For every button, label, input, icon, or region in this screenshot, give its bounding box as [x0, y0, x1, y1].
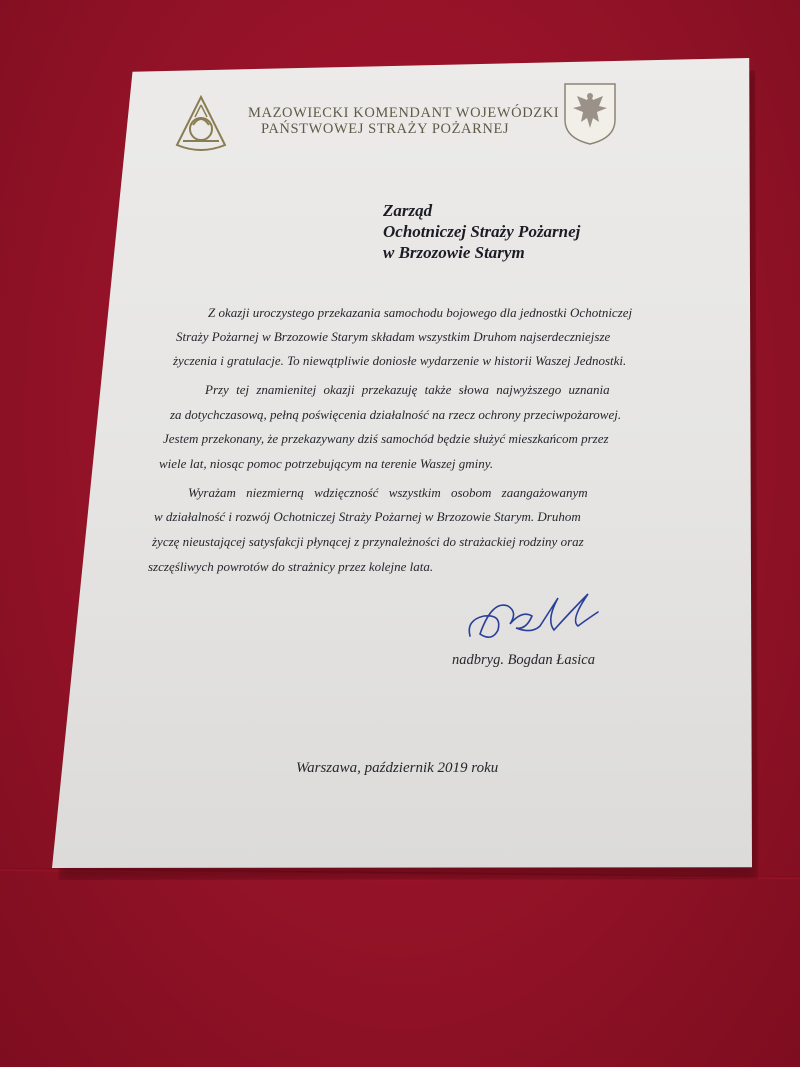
place-and-date: Warszawa, październik 2019 roku — [296, 760, 499, 776]
recipient-line-2: Ochotniczej Straży Pożarnej — [383, 222, 581, 241]
letterhead-line-1: MAZOWIECKI KOMENDANT WOJEWÓDZKI — [248, 105, 560, 121]
letterhead-line-2: PAŃSTWOWEJ STRAŻY POŻARNEJ — [261, 121, 510, 137]
body-line: życzę nieustającej satysfakcji płynącej z przynależności do strażackiej rodziny oraz — [152, 534, 584, 549]
body-line: wiele lat, niosąc pomoc potrzebującym na terenie Waszej gminy. — [159, 456, 494, 471]
body-line: Z okazji uroczystego przekazania samochodu bojowego dla jednostki Ochotniczej — [208, 305, 633, 320]
body-line: w działalność i rozwój Ochotniczej Straży Pożarnej w Brzozowie Starym. Druhom — [154, 509, 581, 524]
fire-service-emblem-icon — [173, 95, 229, 157]
body-line: życzenia i gratulacje. To niewątpliwie doniosłe wydarzenie w historii Waszej Jednostki. — [173, 353, 627, 368]
letterhead — [173, 95, 593, 165]
body-line: Przy tej znamienitej okazji przekazuję także słowa najwyższego uznania — [205, 382, 610, 397]
signer-name: nadbryg. Bogdan Łasica — [452, 652, 595, 668]
signature — [462, 590, 602, 650]
body-line: za dotychczasową, pełną poświęcenia działalność na rzecz ochrony przeciwpożarowej. — [170, 407, 622, 422]
recipient-line-3: w Brzozowie Starym — [383, 243, 525, 262]
body-line: szczęśliwych powrotów do strażnicy przez kolejne lata. — [148, 559, 434, 574]
eagle-coat-of-arms-icon — [555, 80, 625, 146]
body-line: Jestem przekonany, że przekazywany dziś samochód będzie służyć mieszkańcom przez — [163, 431, 609, 446]
body-line: Wyrażam niezmierną wdzięczność wszystkim osobom zaangażowanym — [188, 485, 588, 500]
recipient-line-1: Zarząd — [383, 201, 433, 220]
recipient-block — [383, 200, 580, 263]
body-line: Straży Pożarnej w Brzozowie Starym składam wszystkim Druhom najserdeczniejsze — [176, 329, 611, 344]
